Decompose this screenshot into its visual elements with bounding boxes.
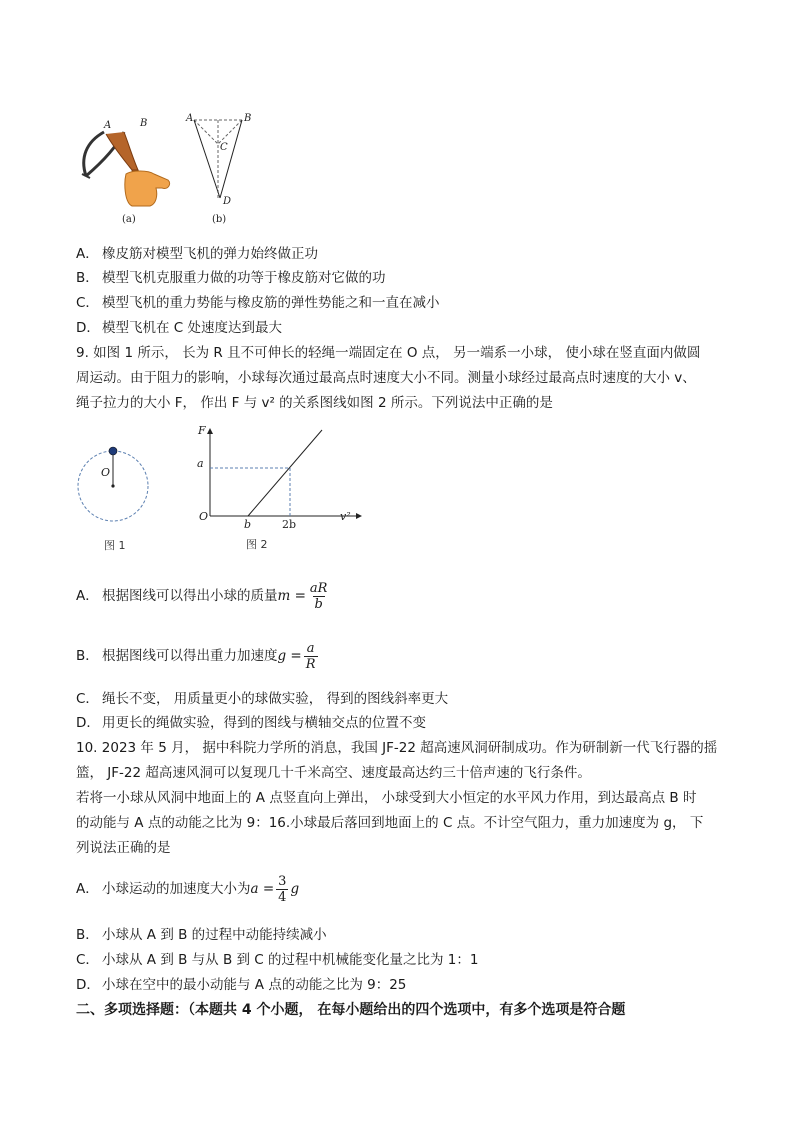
rubber-band-diagram <box>180 108 270 228</box>
formula-lhs: a = <box>250 881 275 897</box>
figure-1-circle <box>76 440 156 556</box>
q8-option-a <box>76 244 318 264</box>
formula-tail: g <box>290 881 300 897</box>
q10-option-a <box>76 871 299 907</box>
q9-stem-line2: 周运动。由于阻力的影响，小球每次通过最高点时速度大小不同。测量小球经过最高点时速度的大小 v、 <box>76 370 696 386</box>
option-label: A． <box>76 588 99 604</box>
q10-option-c <box>76 950 478 970</box>
q8-option-b <box>76 268 386 288</box>
option-text: 橡皮筋对模型飞机的弹力始终做正功 <box>102 246 318 262</box>
q10-option-d <box>76 975 406 995</box>
fraction-numerator: 3 <box>278 873 287 889</box>
q9-stem-line3: 绳子拉力的大小 F， 作出 F 与 v² 的关系图线如图 2 所示。下列说法中正确的是 <box>76 395 553 411</box>
q8-option-c <box>76 293 440 313</box>
q9-stem-line1: 9. 如图 1 所示， 长为 R 且不可伸长的轻绳一端固定在 O 点， 另一端系一小球， 使小球在竖直面内做圆 <box>76 345 701 361</box>
formula-lhs: m = <box>277 588 306 604</box>
option-label: A． <box>76 881 99 897</box>
ball <box>109 447 117 455</box>
q10-stem-line3: 若将一小球从风洞中地面上的 A 点竖直向上弹出， 小球受到大小恒定的水平风力作用，到达最高点 B 时 <box>76 790 697 806</box>
option-label: B． <box>76 927 99 943</box>
f-v2-line <box>248 430 322 516</box>
tick-2b: 2b <box>282 518 297 531</box>
option-text: 模型飞机克服重力做的功等于橡皮筋对它做的功 <box>102 270 386 286</box>
q8-option-d <box>76 318 282 338</box>
q10-stem-line2: 篮， JF-22 超高速风洞可以复现几十千米高空、速度最高达约三十倍声速的飞行条件。 <box>76 765 591 781</box>
formula-fraction <box>276 874 288 905</box>
q10-stem-line4: 的动能与 A 点的动能之比为 9：16.小球最后落回到地面上的 C 点。不计空气阻力，重力加速度为 g， 下 <box>76 815 704 831</box>
q10-stem-line5: 列说法正确的是 <box>76 840 171 856</box>
fraction-numerator: aR <box>309 580 328 596</box>
option-text: 小球从 A 到 B 与从 B 到 C 的过程中机械能变化量之比为 1：1 <box>102 952 479 968</box>
option-text: 小球运动的加速度大小为 <box>102 881 251 897</box>
figure-2-graph <box>190 420 370 554</box>
slingshot-figure <box>76 108 176 228</box>
label-B-b: B <box>244 113 252 124</box>
option-label: B． <box>76 648 99 664</box>
fraction-numerator: a <box>306 640 315 656</box>
label-B: B <box>140 118 148 129</box>
option-label: B． <box>76 270 99 286</box>
fraction-denominator: 4 <box>278 889 287 905</box>
option-text: 小球从 A 到 B 的过程中动能持续减小 <box>102 927 327 943</box>
caption-b: (b) <box>212 214 227 225</box>
option-text: 绳长不变， 用质量更小的球做实验， 得到的图线斜率更大 <box>102 691 449 707</box>
option-label: D． <box>76 715 100 731</box>
section-2-heading: 二、多项选择题：（本题共 4 个小题， 在每小题给出的四个选项中，有多个选项是符合题 <box>76 1002 626 1018</box>
option-label: C． <box>76 295 99 311</box>
formula-lhs: g = <box>277 648 302 664</box>
option-label: C． <box>76 691 99 707</box>
q9-option-a <box>76 578 331 614</box>
fig2-caption: 图 2 <box>246 538 268 551</box>
option-text: 根据图线可以得出小球的质量 <box>102 588 278 604</box>
option-text: 根据图线可以得出重力加速度 <box>102 648 278 664</box>
option-label: A． <box>76 246 99 262</box>
label-D: D <box>223 196 232 207</box>
fig1-O: O <box>101 466 111 479</box>
option-text: 小球在空中的最小动能与 A 点的动能之比为 9：25 <box>102 977 407 993</box>
q9-option-c <box>76 689 448 709</box>
option-label: D． <box>76 977 100 993</box>
fraction-denominator: b <box>314 596 323 612</box>
option-label: C． <box>76 952 99 968</box>
label-C: C <box>220 142 228 153</box>
option-text: 用更长的绳做实验，得到的图线与横轴交点的位置不变 <box>102 715 426 731</box>
formula-fraction <box>308 581 330 612</box>
label-A-b: A <box>186 113 194 124</box>
fig1-caption: 图 1 <box>104 539 126 552</box>
q9-option-b <box>76 638 320 674</box>
option-text: 模型飞机的重力势能与橡皮筋的弹性势能之和一直在减小 <box>102 295 440 311</box>
q9-option-d <box>76 713 426 733</box>
formula-fraction <box>304 641 318 672</box>
option-text: 模型飞机在 C 处速度达到最大 <box>102 320 283 336</box>
fraction-denominator: R <box>305 656 316 672</box>
origin-O: O <box>199 510 209 523</box>
q10-option-b <box>76 925 327 945</box>
option-label: D． <box>76 320 100 336</box>
tick-b: b <box>244 518 252 531</box>
axis-F: F <box>198 424 206 437</box>
label-A: A <box>104 120 112 131</box>
caption-a: (a) <box>122 214 136 225</box>
axis-v2: v² <box>340 510 351 523</box>
tick-a: a <box>197 457 204 470</box>
q10-stem-line1: 10. 2023 年 5 月， 据中科院力学所的消息，我国 JF-22 超高速风洞研制成功。作为研制新一代飞行器的摇 <box>76 740 718 756</box>
